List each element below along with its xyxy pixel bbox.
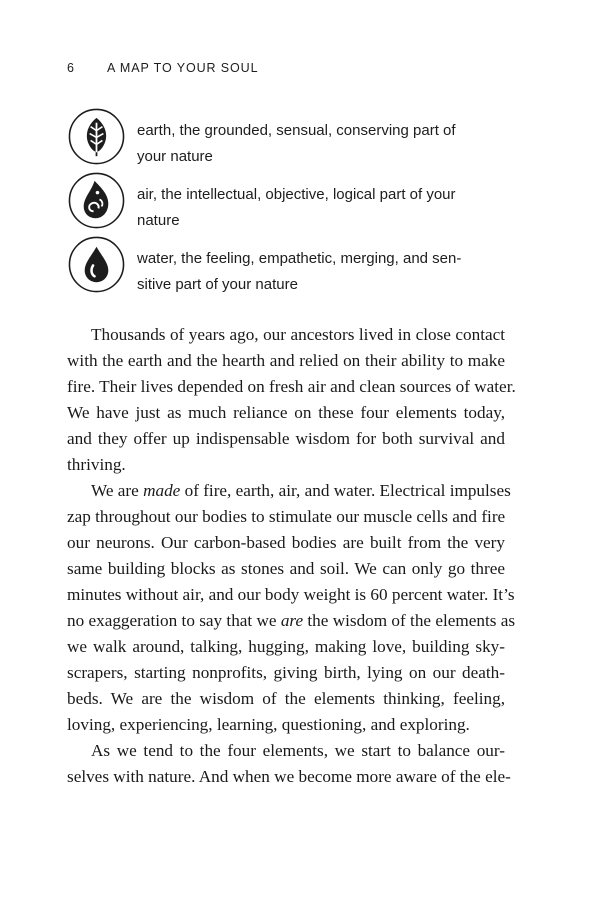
element-water <box>67 235 537 295</box>
text-run: no exaggeration to say that we <box>67 611 281 630</box>
paragraph-2 <box>67 478 516 738</box>
element-earth-line: earth, the grounded, sensual, conserving part of <box>137 122 456 139</box>
text-line: scrapers, starting nonprofits, giving birth, lying on our death- <box>67 663 505 682</box>
emphasis: are <box>280 611 304 630</box>
element-air-line: air, the intellectual, objective, logical part of your <box>137 186 456 203</box>
text-run: We are <box>91 481 144 500</box>
text-line: fire. Their lives depended on fresh air and clean sources of water. <box>67 377 516 396</box>
text-line: zap throughout our bodies to stimulate our muscle cells and fire <box>67 507 506 526</box>
body-text <box>67 322 516 790</box>
text-line: with the earth and the hearth and relied on their ability to make <box>67 351 505 370</box>
text-line: and they offer up indispensable wisdom for both survival and <box>67 429 505 448</box>
text-line: thriving. <box>67 455 126 474</box>
text-line <box>67 608 516 634</box>
text-line: our neurons. Our carbon-based bodies are built from the very <box>67 533 505 552</box>
element-water-line: water, the feeling, empathetic, merging, and sen- <box>137 250 462 267</box>
text-line: loving, experiencing, learning, questioning, and exploring. <box>67 715 470 734</box>
air-swirl-icon <box>67 171 126 230</box>
page-number: 6 <box>67 61 75 75</box>
element-earth <box>67 107 537 167</box>
text-line: We have just as much reliance on these four elements today, <box>67 403 505 422</box>
text-line <box>67 478 511 504</box>
text-line: selves with nature. And when we become more aware of the ele- <box>67 767 511 786</box>
element-air-text <box>137 182 537 234</box>
text-line: beds. We are the wisdom of the elements thinking, feeling, <box>67 689 505 708</box>
text-line: minutes without air, and our body weight is 60 percent water. It’s <box>67 585 515 604</box>
element-water-text <box>137 246 537 298</box>
text-run: of fire, earth, air, and water. Electrical impulses <box>180 481 511 500</box>
element-earth-line: your nature <box>137 148 213 165</box>
element-air-line: nature <box>137 212 180 229</box>
earth-leaf-icon <box>67 107 126 166</box>
text-line: Thousands of years ago, our ancestors lived in close contact <box>91 325 505 344</box>
paragraph-1 <box>67 322 516 478</box>
book-title: A MAP TO YOUR SOUL <box>107 61 259 75</box>
element-earth-text <box>137 118 537 170</box>
water-drop-icon <box>67 235 126 294</box>
element-air <box>67 171 537 231</box>
running-head <box>67 61 258 75</box>
text-line: same building blocks as stones and soil. We can only go three <box>67 559 505 578</box>
text-line: we walk around, talking, hugging, making love, building sky- <box>67 637 505 656</box>
text-run: the wisdom of the elements as <box>303 611 516 630</box>
text-line: As we tend to the four elements, we start to balance our- <box>91 741 505 760</box>
paragraph-3 <box>67 738 511 790</box>
emphasis: made <box>143 481 181 500</box>
element-water-line: sitive part of your nature <box>137 276 298 293</box>
